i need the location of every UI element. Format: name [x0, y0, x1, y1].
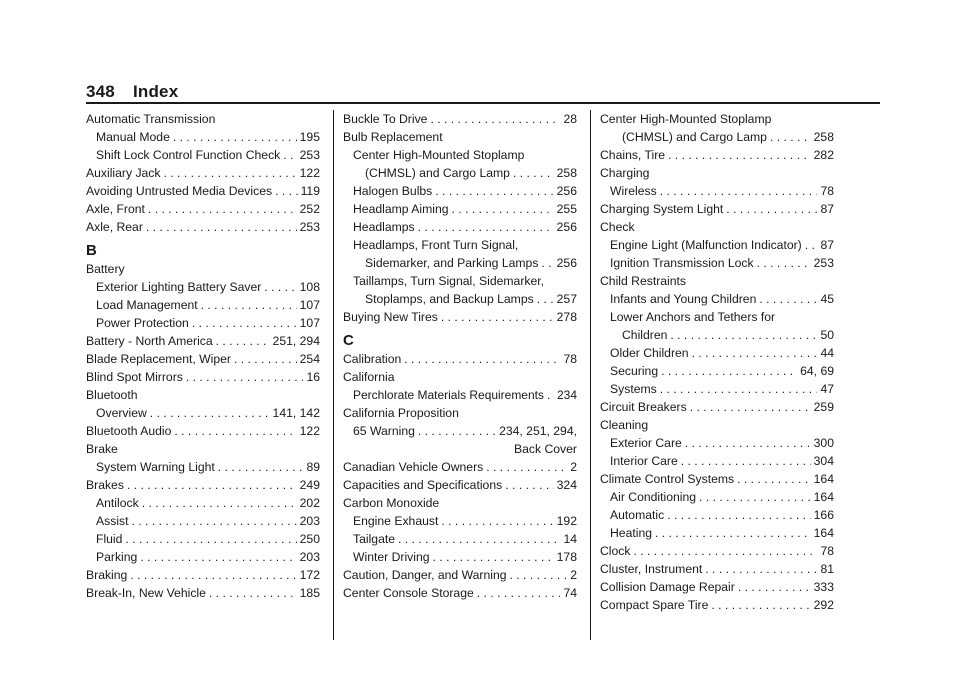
entry-term: Children [622, 328, 668, 342]
dot-leader [660, 380, 818, 398]
dot-leader [264, 278, 296, 296]
entry-term: Headlamps [353, 220, 415, 234]
page-reference[interactable]: 166 [813, 508, 834, 522]
index-entry [600, 182, 834, 200]
entry-term: Air Conditioning [610, 490, 697, 504]
page-reference[interactable]: 89 [306, 460, 320, 474]
column-divider [333, 110, 334, 640]
page-reference[interactable]: 87 [820, 202, 834, 216]
dot-leader [218, 458, 304, 476]
index-entry [343, 530, 577, 548]
index-entry [343, 422, 577, 440]
entry-term: Headlamps, Front Turn Signal, [353, 238, 519, 252]
dot-leader [418, 218, 554, 236]
entry-term: Lower Anchors and Tethers for [610, 310, 776, 324]
page-reference[interactable]: 333 [813, 580, 834, 594]
page-reference[interactable]: 164 [813, 472, 834, 486]
dot-leader [234, 350, 297, 368]
index-entry [86, 404, 320, 422]
page-reference[interactable]: 107 [299, 298, 320, 312]
entry-term: Battery [86, 262, 125, 276]
page-reference[interactable]: 45 [820, 292, 834, 306]
page-reference[interactable]: 278 [556, 310, 577, 324]
index-entry [86, 440, 320, 458]
page-header [86, 82, 178, 102]
entry-term: Bulb Replacement [343, 130, 443, 144]
dot-leader [441, 308, 554, 326]
index-entry [600, 506, 834, 524]
dot-leader [547, 386, 554, 404]
dot-leader [140, 548, 296, 566]
page-reference[interactable]: 203 [299, 514, 320, 528]
dot-leader [192, 314, 297, 332]
dot-leader [660, 182, 818, 200]
page-reference[interactable]: 44 [820, 346, 834, 360]
entry-term: Infants and Young Children [610, 292, 757, 306]
index-entry [600, 398, 834, 416]
page-reference[interactable]: 250 [299, 532, 320, 546]
index-entry [86, 368, 320, 386]
dot-leader [690, 398, 811, 416]
entry-term: Braking [86, 568, 128, 582]
index-entry [600, 524, 834, 542]
entry-term: Exterior Care [610, 436, 682, 450]
entry-term: System Warning Light [96, 460, 215, 474]
dot-leader [418, 422, 496, 440]
entry-term: Cleaning [600, 418, 649, 432]
index-entry [600, 380, 834, 398]
index-entry [600, 452, 834, 470]
page-reference[interactable]: 64, 69 [800, 364, 834, 378]
dot-leader [132, 512, 297, 530]
dot-leader [510, 566, 568, 584]
index-entry-continuation [343, 440, 577, 458]
index-entry [600, 110, 834, 128]
index-entry [343, 182, 577, 200]
dot-leader [186, 368, 304, 386]
entry-term: Buckle To Drive [343, 112, 428, 126]
dot-leader [655, 524, 811, 542]
dot-leader [142, 494, 297, 512]
index-entry [86, 260, 320, 278]
entry-term: Carbon Monoxide [343, 496, 440, 510]
index-entry [86, 548, 320, 566]
index-entry [343, 218, 577, 236]
dot-leader [537, 290, 554, 308]
dot-leader [125, 530, 296, 548]
index-entry [600, 488, 834, 506]
entry-term: Ignition Transmission Lock [610, 256, 754, 270]
entry-term: Assist [96, 514, 129, 528]
dot-leader [283, 146, 296, 164]
index-entry [86, 200, 320, 218]
entry-term: Caution, Danger, and Warning [343, 568, 507, 582]
entry-term: Canadian Vehicle Owners [343, 460, 484, 474]
index-entry [86, 530, 320, 548]
entry-term: Older Children [610, 346, 689, 360]
dot-leader [130, 566, 296, 584]
entry-term: Engine Exhaust [353, 514, 439, 528]
page-reference[interactable]: 282 [813, 148, 834, 162]
page-reference[interactable]: 257 [556, 292, 577, 306]
page-reference[interactable]: 258 [813, 130, 834, 144]
entry-term: Exterior Lighting Battery Saver [96, 280, 262, 294]
entry-term: (CHMSL) and Cargo Lamp [622, 130, 767, 144]
dot-leader [275, 182, 297, 200]
page-reference[interactable]: 252 [299, 202, 320, 216]
entry-term: Manual Mode [96, 130, 170, 144]
index-entry [600, 254, 834, 272]
index-entry [343, 272, 577, 290]
entry-term: California [343, 370, 395, 384]
entry-term: Axle, Rear [86, 220, 143, 234]
entry-term: Charging System Light [600, 202, 724, 216]
index-entry [86, 164, 320, 182]
index-entry [86, 512, 320, 530]
dot-leader [692, 344, 818, 362]
entry-term: Winter Driving [353, 550, 430, 564]
index-entry [86, 422, 320, 440]
index-entry [343, 236, 577, 254]
dot-leader [441, 512, 553, 530]
page-reference[interactable]: 234 [557, 388, 577, 402]
page-reference[interactable]: 185 [299, 586, 320, 600]
entry-term: Headlamp Aiming [353, 202, 449, 216]
section-letter: B [86, 242, 97, 259]
entry-term: Halogen Bulbs [353, 184, 433, 198]
page-reference[interactable]: 256 [556, 256, 577, 270]
index-entry [86, 278, 320, 296]
dot-leader [433, 548, 554, 566]
page-reference[interactable]: 192 [556, 514, 577, 528]
dot-leader [770, 128, 811, 146]
page-title: Index [132, 82, 179, 101]
index-entry [86, 182, 320, 200]
dot-leader [737, 470, 811, 488]
index-entry [86, 476, 320, 494]
page-reference[interactable]: 119 [300, 184, 320, 198]
index-entry [86, 332, 320, 350]
entry-term: Circuit Breakers [600, 400, 687, 414]
index-entry [600, 128, 834, 146]
entry-term: Antilock [96, 496, 139, 510]
index-entry [343, 110, 577, 128]
dot-leader [174, 422, 296, 440]
page-reference[interactable]: 258 [556, 166, 577, 180]
page-reference[interactable]: 256 [556, 184, 577, 198]
page-reference[interactable]: 234, 251, 294, [499, 424, 577, 438]
page-reference[interactable]: 300 [813, 436, 834, 450]
index-entry [86, 128, 320, 146]
index-entry [343, 548, 577, 566]
dot-leader [486, 458, 567, 476]
page-reference[interactable]: 304 [813, 454, 834, 468]
page-reference[interactable]: 2 [570, 568, 577, 582]
index-entry [86, 350, 320, 368]
index-entry [600, 290, 834, 308]
index-entry [600, 344, 834, 362]
dot-leader [150, 404, 270, 422]
index-entry [343, 458, 577, 476]
page-reference[interactable]: 16 [306, 370, 320, 384]
entry-term: California Proposition [343, 406, 459, 420]
entry-term: Buying New Tires [343, 310, 438, 324]
page-reference[interactable]: 81 [820, 562, 834, 576]
index-entry [86, 110, 320, 128]
entry-term: Heating [610, 526, 653, 540]
page-reference[interactable]: 122 [299, 166, 320, 180]
page-reference[interactable]: 251, 294 [272, 334, 320, 348]
index-column-1 [86, 110, 320, 602]
page-reference[interactable]: 203 [299, 550, 320, 564]
page-reference[interactable]: 253 [299, 148, 320, 162]
page-reference[interactable]: 141, 142 [272, 406, 320, 420]
dot-leader [668, 146, 811, 164]
dot-leader [173, 128, 297, 146]
index-entry [343, 350, 577, 368]
dot-leader [711, 596, 810, 614]
entry-term: Charging [600, 166, 650, 180]
entry-term: Center High-Mounted Stoplamp [600, 112, 772, 126]
entry-term: Automatic Transmission [86, 112, 216, 126]
entry-term: Auxiliary Jack [86, 166, 161, 180]
index-entry [600, 542, 834, 560]
index-entry [343, 146, 577, 164]
page-reference[interactable]: 87 [820, 238, 834, 252]
entry-term: Break-In, New Vehicle [86, 586, 206, 600]
index-column-3 [600, 110, 834, 614]
page-reference[interactable]: 2 [570, 460, 577, 474]
index-entry [600, 164, 834, 182]
dot-leader [705, 560, 817, 578]
column-divider [590, 110, 591, 640]
page-reference[interactable]: 259 [813, 400, 834, 414]
index-entry [600, 416, 834, 434]
page-reference[interactable]: 78 [563, 352, 577, 366]
index-entry [600, 578, 834, 596]
dot-leader [452, 200, 554, 218]
page-reference[interactable]: 28 [563, 112, 577, 126]
page-reference[interactable]: 195 [299, 130, 320, 144]
entry-term: Battery - North America [86, 334, 213, 348]
entry-term: Check [600, 220, 635, 234]
dot-leader [805, 236, 818, 254]
entry-term: Automatic [610, 508, 665, 522]
section-letter: C [343, 332, 354, 349]
entry-term: Interior Care [610, 454, 678, 468]
dot-leader [699, 488, 811, 506]
page-reference[interactable]: 47 [820, 382, 834, 396]
page-reference[interactable]: 256 [556, 220, 577, 234]
entry-term: Wireless [610, 184, 657, 198]
index-entry [600, 236, 834, 254]
dot-leader [201, 296, 297, 314]
index-entry [600, 470, 834, 488]
page-reference[interactable]: 202 [299, 496, 320, 510]
page-reference[interactable]: 178 [556, 550, 577, 564]
entry-term: Bluetooth [86, 388, 138, 402]
dot-leader [661, 362, 797, 380]
entry-term: Brake [86, 442, 118, 456]
page-reference[interactable]: 108 [299, 280, 320, 294]
index-entry [600, 362, 834, 380]
index-entry [86, 458, 320, 476]
entry-term: Engine Light (Malfunction Indicator) [610, 238, 802, 252]
dot-leader [404, 350, 560, 368]
index-entry [600, 218, 834, 236]
page-reference[interactable]: 253 [299, 220, 320, 234]
index-entry [86, 386, 320, 404]
dot-leader [667, 506, 810, 524]
entry-term: Tailgate [353, 532, 396, 546]
dot-leader [477, 584, 561, 602]
page-reference[interactable]: 164 [813, 526, 834, 540]
index-entry [343, 566, 577, 584]
index-entry [343, 254, 577, 272]
entry-term: Power Protection [96, 316, 189, 330]
index-entry [600, 596, 834, 614]
index-entry [600, 308, 834, 326]
dot-leader [738, 578, 811, 596]
page-reference[interactable]: 78 [820, 184, 834, 198]
index-entry [343, 128, 577, 146]
dot-leader [209, 584, 297, 602]
index-entry [86, 296, 320, 314]
page-reference[interactable]: Back Cover [514, 442, 577, 456]
index-entry [86, 146, 320, 164]
index-entry [343, 308, 577, 326]
entry-term: Sidemarker, and Parking Lamps [365, 256, 539, 270]
entry-term: Chains, Tire [600, 148, 666, 162]
entry-term: Overview [96, 406, 147, 420]
index-entry [600, 200, 834, 218]
page-reference[interactable]: 74 [563, 586, 577, 600]
page-reference[interactable]: 78 [820, 544, 834, 558]
entry-term: Calibration [343, 352, 402, 366]
entry-term: Blind Spot Mirrors [86, 370, 183, 384]
dot-leader [216, 332, 270, 350]
page-reference[interactable]: 50 [820, 328, 834, 342]
entry-term: Center Console Storage [343, 586, 474, 600]
index-entry [600, 326, 834, 344]
dot-leader [685, 434, 811, 452]
dot-leader [127, 476, 297, 494]
index-entry [600, 560, 834, 578]
index-entry [343, 164, 577, 182]
index-entry [343, 404, 577, 422]
entry-term: Stoplamps, and Backup Lamps [365, 292, 534, 306]
page-reference[interactable]: 14 [563, 532, 577, 546]
page-number: 348 [86, 82, 115, 101]
entry-term: Load Management [96, 298, 198, 312]
header-rule [86, 102, 880, 104]
page-reference[interactable]: 253 [813, 256, 834, 270]
entry-term: Cluster, Instrument [600, 562, 703, 576]
entry-term: 65 Warning [353, 424, 415, 438]
index-entry [343, 290, 577, 308]
entry-term: Clock [600, 544, 631, 558]
entry-term: Center High-Mounted Stoplamp [353, 148, 525, 162]
page-reference[interactable]: 172 [299, 568, 320, 582]
page-reference[interactable]: 164 [813, 490, 834, 504]
page-reference[interactable]: 255 [556, 202, 577, 216]
dot-leader [164, 164, 297, 182]
entry-term: Compact Spare Tire [600, 598, 709, 612]
dot-leader [148, 200, 297, 218]
index-entry [343, 200, 577, 218]
dot-leader [726, 200, 817, 218]
dot-leader [633, 542, 817, 560]
index-entry [343, 584, 577, 602]
dot-leader [398, 530, 560, 548]
index-entry [343, 386, 577, 404]
page-reference[interactable]: 292 [813, 598, 834, 612]
dot-leader [670, 326, 817, 344]
index-entry [86, 584, 320, 602]
page-reference[interactable]: 254 [299, 352, 320, 366]
index-entry [600, 272, 834, 290]
page-reference[interactable]: 249 [299, 478, 320, 492]
page-reference[interactable]: 324 [556, 478, 577, 492]
entry-term: Avoiding Untrusted Media Devices [86, 184, 273, 198]
entry-term: Capacities and Specifications [343, 478, 503, 492]
entry-term: Taillamps, Turn Signal, Sidemarker, [353, 274, 545, 288]
entry-term: Axle, Front [86, 202, 145, 216]
index-entry [86, 494, 320, 512]
index-entry [343, 494, 577, 512]
index-entry [343, 512, 577, 530]
dot-leader [681, 452, 811, 470]
dot-leader [757, 254, 811, 272]
page-reference[interactable]: 107 [299, 316, 320, 330]
entry-term: Bluetooth Audio [86, 424, 172, 438]
entry-term: Brakes [86, 478, 124, 492]
dot-leader [435, 182, 553, 200]
dot-leader [541, 254, 553, 272]
entry-term: Parking [96, 550, 138, 564]
index-column-2 [343, 110, 577, 602]
entry-term: Fluid [96, 532, 123, 546]
dot-leader [146, 218, 297, 236]
entry-term: Collision Damage Repair [600, 580, 735, 594]
index-entry [343, 368, 577, 386]
entry-term: Climate Control Systems [600, 472, 735, 486]
dot-leader [513, 164, 554, 182]
entry-term: Securing [610, 364, 659, 378]
index-entry [86, 218, 320, 236]
entry-term: Perchlorate Materials Requirements [353, 388, 544, 402]
dot-leader [505, 476, 553, 494]
index-entry [600, 434, 834, 452]
entry-term: Systems [610, 382, 657, 396]
entry-term: Child Restraints [600, 274, 687, 288]
index-entry [600, 146, 834, 164]
entry-term: (CHMSL) and Cargo Lamp [365, 166, 510, 180]
index-entry [86, 314, 320, 332]
index-entry [86, 566, 320, 584]
dot-leader [430, 110, 560, 128]
page-reference[interactable]: 122 [299, 424, 320, 438]
dot-leader [759, 290, 817, 308]
entry-term: Shift Lock Control Function Check [96, 148, 281, 162]
index-entry [343, 476, 577, 494]
entry-term: Blade Replacement, Wiper [86, 352, 231, 366]
